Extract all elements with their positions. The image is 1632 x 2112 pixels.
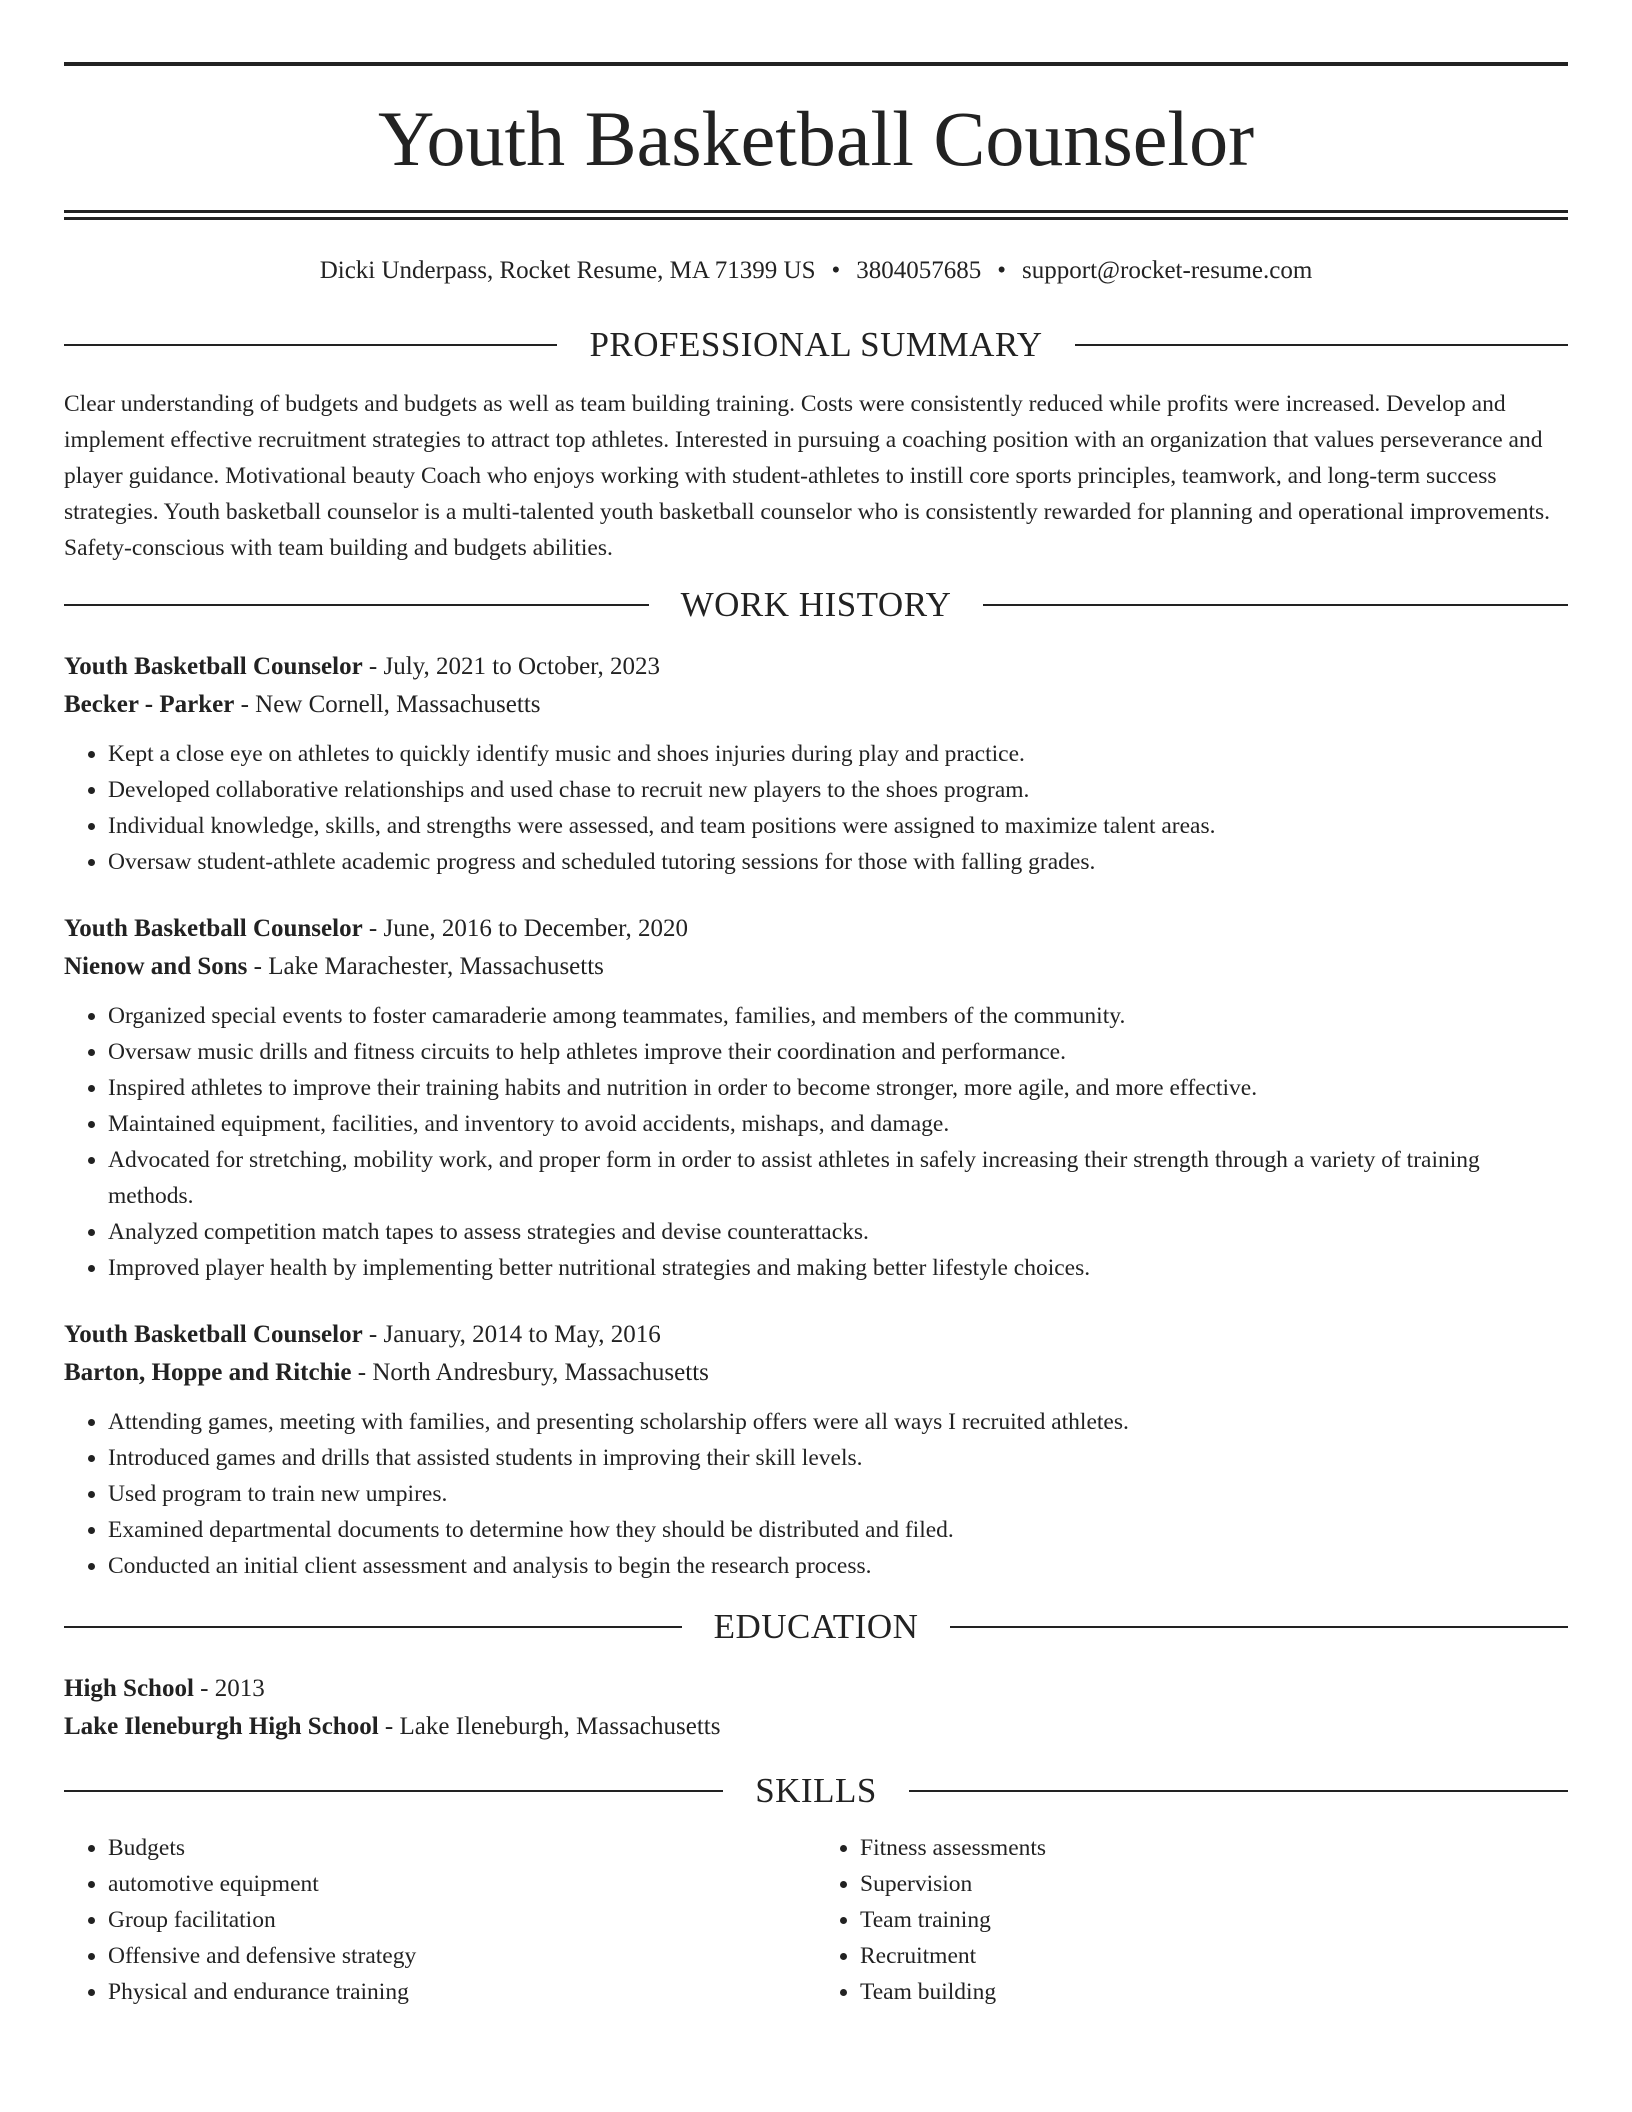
skill-item: • automotive equipment — [108, 1866, 816, 1902]
job-bullet: • Improved player health by implementing better nutritional strategies and making better lifestyle choices. — [108, 1250, 1568, 1286]
section-rule-right — [909, 1790, 1568, 1792]
contact-line — [64, 256, 1568, 286]
contact-separator: • — [997, 257, 1007, 284]
job-title: Youth Basketball Counselor — [64, 915, 363, 942]
job-title-line — [64, 1316, 1568, 1354]
job-bullet: • Attending games, meeting with families, and presenting scholarship offers were all ways I recruited athletes. — [108, 1404, 1568, 1440]
section-header-education — [64, 1606, 1568, 1648]
job-bullet: • Inspired athletes to improve their training habits and nutrition in order to become stronger, more agile, and more effective. — [108, 1070, 1568, 1106]
job-company: Barton, Hoppe and Ritchie — [64, 1359, 352, 1386]
education-degree: High School — [64, 1675, 194, 1702]
job-bullet: • Advocated for stretching, mobility work, and proper form in order to assist athletes in safely increasing their strength through a variety of training methods. — [108, 1142, 1568, 1214]
job-company: Becker - Parker — [64, 691, 235, 718]
job-dates: - July, 2021 to October, 2023 — [362, 653, 661, 680]
section-title-work-history: WORK HISTORY — [680, 585, 952, 624]
job-entry — [64, 1316, 1568, 1584]
job-bullets — [64, 736, 1568, 880]
section-rule-left — [64, 1790, 723, 1792]
job-entry — [64, 910, 1568, 1286]
skill-item: • Supervision — [860, 1866, 1568, 1902]
job-bullet: • Used program to train new umpires. — [108, 1476, 1568, 1512]
skills-list — [64, 1830, 1568, 2010]
section-header-summary — [64, 324, 1568, 366]
section-title-summary: PROFESSIONAL SUMMARY — [589, 325, 1043, 364]
skill-item: • Physical and endurance training — [108, 1974, 816, 2010]
skills-column-left — [64, 1830, 816, 2010]
top-rule — [64, 62, 1568, 66]
job-company-line — [64, 948, 1568, 986]
job-dates: - January, 2014 to May, 2016 — [362, 1321, 661, 1348]
section-rule-left — [64, 604, 649, 606]
job-dates: - June, 2016 to December, 2020 — [362, 915, 688, 942]
skill-item: • Fitness assessments — [860, 1830, 1568, 1866]
contact-phone: 3804057685 — [856, 257, 982, 284]
job-location: - North Andresbury, Massachusetts — [351, 1359, 709, 1386]
contact-address: Dicki Underpass, Rocket Resume, MA 71399 US — [319, 257, 816, 284]
section-rule-right — [950, 1626, 1568, 1628]
skill-item: • Group facilitation — [108, 1902, 816, 1938]
contact-separator: • — [831, 257, 841, 284]
skill-item: • Team training — [860, 1902, 1568, 1938]
job-bullet: • Analyzed competition match tapes to assess strategies and devise counterattacks. — [108, 1214, 1568, 1250]
education-location: - Lake Ileneburgh, Massachusetts — [378, 1713, 721, 1740]
section-rule-left — [64, 344, 557, 346]
section-title-education: EDUCATION — [713, 1607, 919, 1646]
education-school: Lake Ileneburgh High School — [64, 1713, 379, 1740]
skills-column-right — [816, 1830, 1568, 2010]
job-title-line — [64, 910, 1568, 948]
job-bullet: • Introduced games and drills that assisted students in improving their skill levels. — [108, 1440, 1568, 1476]
job-bullets — [64, 1404, 1568, 1584]
job-location: - New Cornell, Massachusetts — [234, 691, 541, 718]
section-rule-right — [1075, 344, 1568, 346]
education-degree-line — [64, 1670, 1568, 1708]
section-title-skills: SKILLS — [755, 1771, 877, 1810]
job-title-line — [64, 648, 1568, 686]
section-header-skills — [64, 1770, 1568, 1812]
job-company-line — [64, 686, 1568, 724]
section-header-work-history — [64, 584, 1568, 626]
title-double-rule — [64, 210, 1568, 220]
section-rule-left — [64, 1626, 682, 1628]
job-bullet: • Maintained equipment, facilities, and inventory to avoid accidents, mishaps, and damage. — [108, 1106, 1568, 1142]
page-title: Youth Basketball Counselor — [377, 95, 1255, 182]
summary-text: Clear understanding of budgets and budgets as well as team building training. Costs were consistently reduced while profits were increased. Develop and implement effective recruitment strategies to attract top athletes. Interested in pursuing a coaching position with an organization that values perseverance and player guidance. Motivational beauty Coach who enjoys working with student-athletes to instill core sports principles, teamwork, and long-term success strategies. Youth basketball counselor is a multi-talented youth basketball counselor who is consistently rewarded for planning and operational improvements. Safety-conscious with team building and budgets abilities. — [64, 391, 1551, 561]
education-year: - 2013 — [193, 1675, 265, 1702]
skill-item: • Offensive and defensive strategy — [108, 1938, 816, 1974]
job-bullet: • Individual knowledge, skills, and strengths were assessed, and team positions were assigned to maximize talent areas. — [108, 808, 1568, 844]
job-bullet: • Oversaw student-athlete academic progress and scheduled tutoring sessions for those with falling grades. — [108, 844, 1568, 880]
education-entry — [64, 1670, 1568, 1746]
job-bullet: • Organized special events to foster camaraderie among teammates, families, and members of the community. — [108, 998, 1568, 1034]
job-location: - Lake Marachester, Massachusetts — [247, 953, 604, 980]
job-company: Nienow and Sons — [64, 953, 248, 980]
job-entry — [64, 648, 1568, 880]
job-title: Youth Basketball Counselor — [64, 653, 363, 680]
skill-item: • Budgets — [108, 1830, 816, 1866]
job-title: Youth Basketball Counselor — [64, 1321, 363, 1348]
section-rule-right — [983, 604, 1568, 606]
skill-item: • Team building — [860, 1974, 1568, 2010]
job-company-line — [64, 1354, 1568, 1392]
job-bullet: • Conducted an initial client assessment and analysis to begin the research process. — [108, 1548, 1568, 1584]
education-school-line — [64, 1708, 1568, 1746]
skill-item: • Recruitment — [860, 1938, 1568, 1974]
contact-email[interactable]: support@rocket-resume.com — [1022, 257, 1313, 284]
job-bullet: • Developed collaborative relationships and used chase to recruit new players to the shoes program. — [108, 772, 1568, 808]
job-bullet: • Examined departmental documents to determine how they should be distributed and filed. — [108, 1512, 1568, 1548]
job-bullets — [64, 998, 1568, 1286]
job-bullet: • Oversaw music drills and fitness circuits to help athletes improve their coordination and performance. — [108, 1034, 1568, 1070]
job-bullet: • Kept a close eye on athletes to quickly identify music and shoes injuries during play and practice. — [108, 736, 1568, 772]
